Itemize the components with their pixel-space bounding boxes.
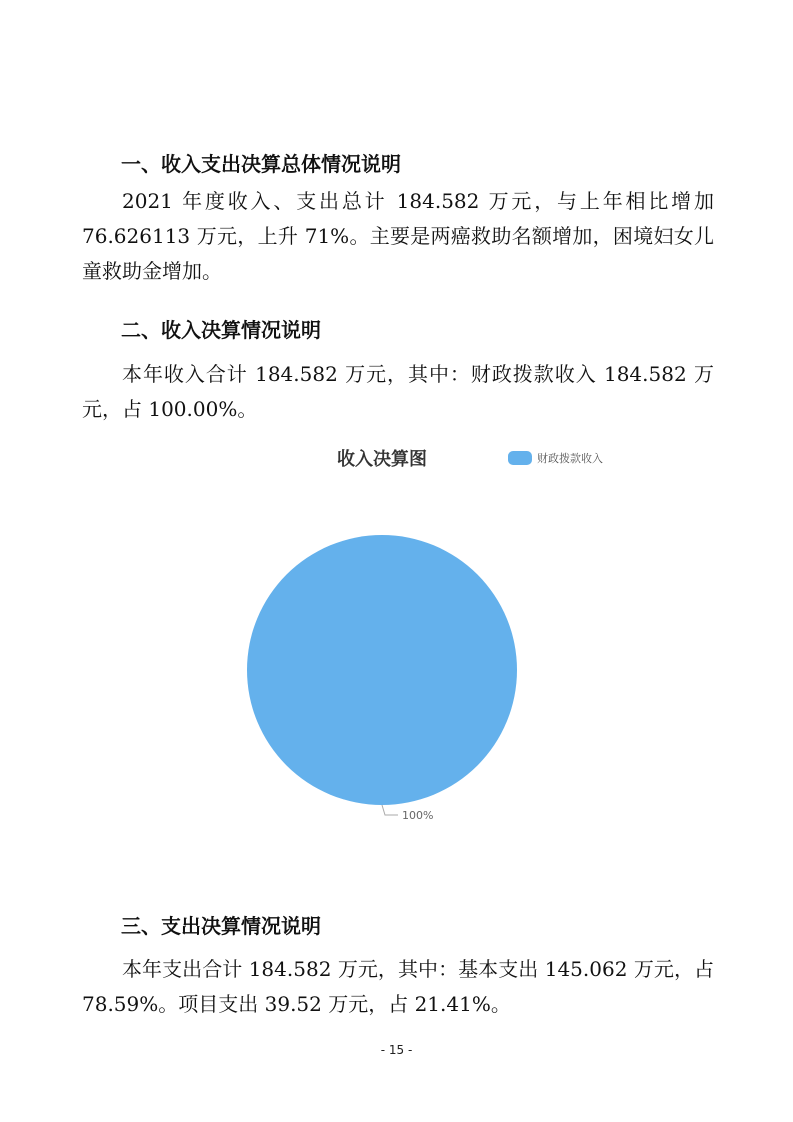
legend-swatch bbox=[508, 451, 532, 465]
slice-label-leader bbox=[382, 805, 398, 815]
section-1-heading: 一、收入支出决算总体情况说明 bbox=[121, 152, 401, 176]
section-2-paragraph: 本年收入合计 184.582 万元，其中：财政拨款收入 184.582 万元，占 100.00%。 bbox=[82, 362, 714, 421]
income-pie-chart bbox=[0, 430, 793, 850]
slice-label: 100% bbox=[402, 809, 434, 822]
chart-legend bbox=[508, 451, 603, 465]
chart-title: 收入决算图 bbox=[337, 449, 427, 470]
section-3-paragraph: 本年支出合计 184.582 万元，其中：基本支出 145.062 万元，占 78.59%。项目支出 39.52 万元，占 21.41%。 bbox=[82, 957, 714, 1016]
page-number: - 15 - bbox=[380, 1043, 413, 1057]
section-2-heading: 二、收入决算情况说明 bbox=[121, 318, 321, 342]
section-3-heading: 三、支出决算情况说明 bbox=[121, 914, 321, 938]
section-1-paragraph: 2021 年度收入、支出总计 184.582 万元，与上年相比增加 76.626113 万元，上升 71%。主要是两癌救助名额增加，困境妇女儿童救助金增加。 bbox=[82, 189, 714, 283]
legend-label: 财政拨款收入 bbox=[537, 452, 603, 465]
pie-slice-1 bbox=[247, 535, 517, 805]
pie-group bbox=[247, 535, 517, 805]
